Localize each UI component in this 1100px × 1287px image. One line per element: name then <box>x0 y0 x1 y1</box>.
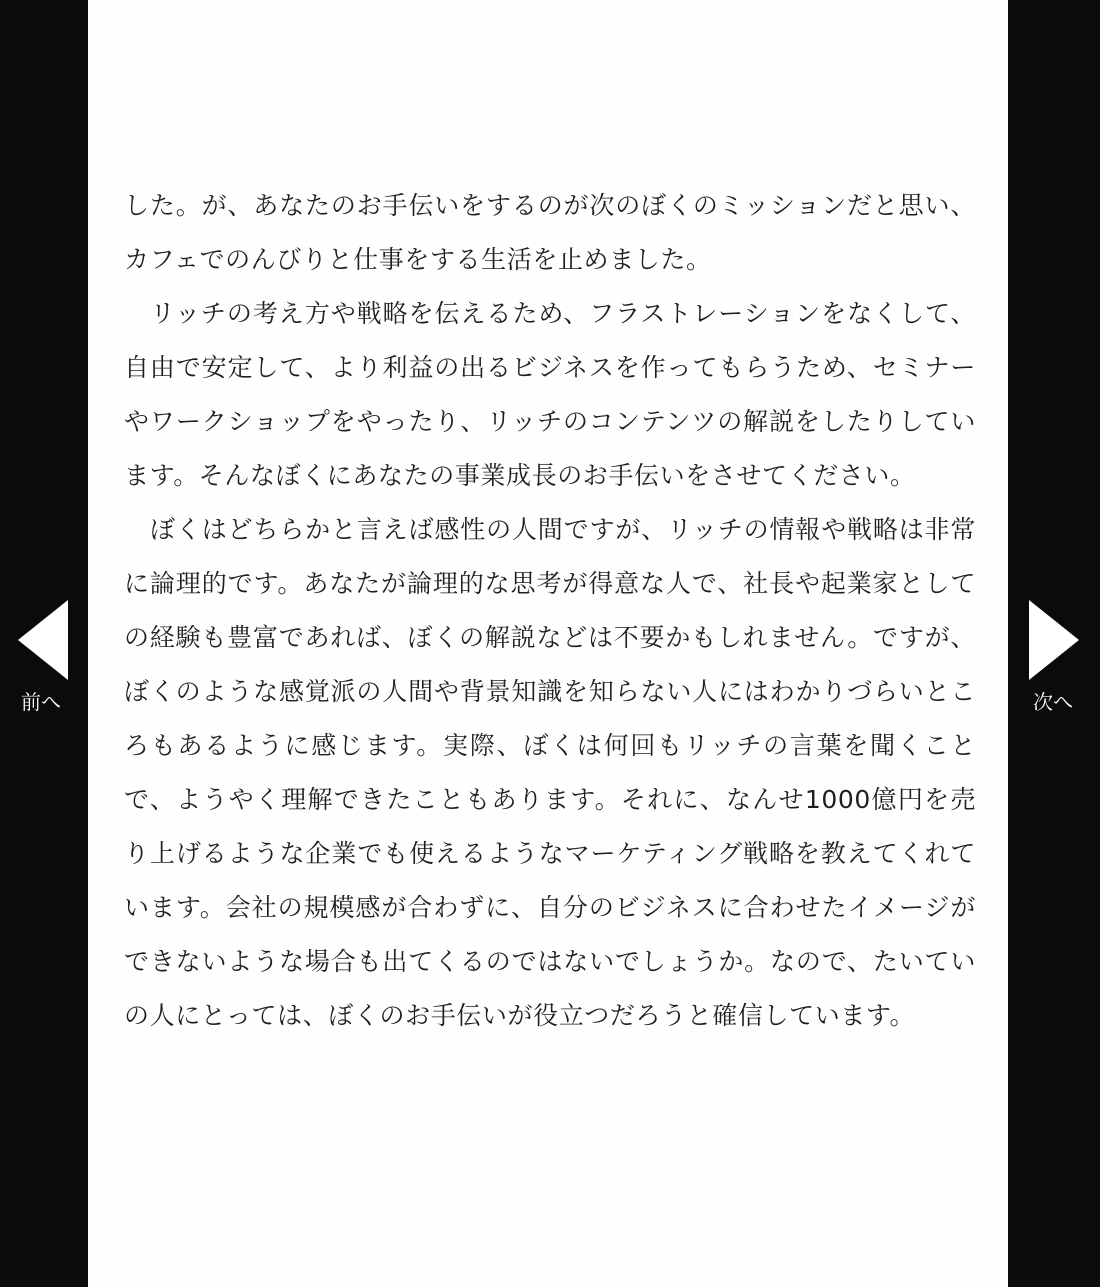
triangle-left-icon <box>18 600 68 680</box>
paragraph-1: した。が、あなたのお手伝いをするのが次のぼくのミッションだと思い、カフェでのんびりと仕事をする生活を止めました。 <box>124 191 976 274</box>
book-page <box>88 0 1008 1287</box>
page-text-body <box>124 179 976 1043</box>
paragraph-2: リッチの考え方や戦略を伝えるため、フラストレーションをなくして、自由で安定して、より利益の出るビジネスを作ってもらうため、セミナーやワークショップをやったり、リッチのコンテンツの解説をしたりしています。そんなぼくにあなたの事業成長のお手伝いをさせてください。 <box>124 299 976 490</box>
prev-page-button[interactable] <box>10 598 80 728</box>
paragraph-3: ぼくはどちらかと言えば感性の人間ですが、リッチの情報や戦略は非常に論理的です。あなたが論理的な思考が得意な人で、社長や起業家としての経験も豊富であれば、ぼくの解説などは不要かもしれません。ですが、ぼくのような感覚派の人間や背景知識を知らない人にはわかりづらいところもあるように感じます。実際、ぼくは何回もリッチの言葉を聞くことで、ようやく理解できたこともあります。それに、なんせ1000億円を売り上げるような企業でも使えるようなマーケティング戦略を教えてくれています。会社の規模感が合わずに、自分のビジネスに合わせたイメージができないような場合も出てくるのではないでしょうか。なので、たいていの人にとっては、ぼくのお手伝いが役立つだろうと確信しています。 <box>124 515 976 1030</box>
next-page-button[interactable] <box>1022 598 1092 728</box>
prev-page-label: 前へ <box>21 690 61 714</box>
next-page-label: 次へ <box>1033 690 1073 714</box>
triangle-right-icon <box>1029 600 1079 680</box>
